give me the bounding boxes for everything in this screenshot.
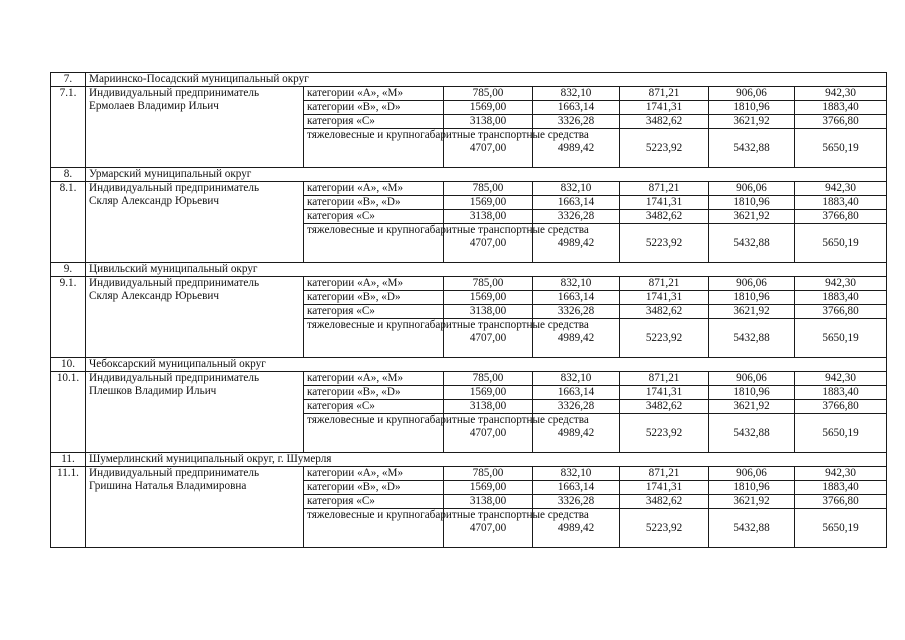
vehicle-category: категории «В», «D» <box>304 291 444 305</box>
price-value: 5650,19 <box>795 319 887 358</box>
price-value: 906,06 <box>709 277 795 291</box>
vehicle-category: категория «С» <box>304 305 444 319</box>
vehicle-category: категории «В», «D» <box>304 481 444 495</box>
price-value: 5223,92 <box>620 224 709 263</box>
tariff-row <box>51 467 887 481</box>
entrepreneur-name: Скляр Александр Юрьевич <box>89 194 219 207</box>
price-value: 1810,96 <box>709 101 795 115</box>
price-value: 4707,00 <box>444 129 533 168</box>
entrepreneur-cell <box>86 182 304 263</box>
district-name: Урмарский муниципальный округ <box>86 168 887 182</box>
price-value: 1883,40 <box>795 291 887 305</box>
entrepreneur-cell <box>86 277 304 358</box>
price-value: 942,30 <box>795 87 887 101</box>
price-value: 871,21 <box>620 182 709 196</box>
price-value: 1883,40 <box>795 481 887 495</box>
price-value: 5223,92 <box>620 414 709 453</box>
price-value: 1883,40 <box>795 386 887 400</box>
vehicle-category: категории «А», «М» <box>304 372 444 386</box>
district-number: 8. <box>51 168 86 182</box>
price-value: 1810,96 <box>709 196 795 210</box>
price-value: 3138,00 <box>444 115 533 129</box>
price-value: 3621,92 <box>709 210 795 224</box>
price-value: 3138,00 <box>444 495 533 509</box>
price-value: 3138,00 <box>444 400 533 414</box>
price-value: 1569,00 <box>444 291 533 305</box>
price-value: 4989,42 <box>533 414 620 453</box>
price-value: 5432,88 <box>709 129 795 168</box>
price-value: 5223,92 <box>620 319 709 358</box>
price-value: 1810,96 <box>709 291 795 305</box>
price-value: 3621,92 <box>709 495 795 509</box>
price-value: 5223,92 <box>620 129 709 168</box>
vehicle-category: категория «С» <box>304 115 444 129</box>
price-value: 1663,14 <box>533 291 620 305</box>
vehicle-category: тяжеловесные и крупногабаритные транспортные средства <box>304 129 444 168</box>
district-name: Цивильский муниципальный округ <box>86 263 887 277</box>
entrepreneur-type: Индивидуальный предприниматель <box>89 467 260 479</box>
district-number: 11. <box>51 453 86 467</box>
price-value: 3766,80 <box>795 115 887 129</box>
vehicle-category: категории «В», «D» <box>304 196 444 210</box>
entrepreneur-name: Ермолаев Владимир Ильич <box>89 99 219 112</box>
price-value: 1741,31 <box>620 101 709 115</box>
price-value: 1569,00 <box>444 196 533 210</box>
price-value: 3766,80 <box>795 495 887 509</box>
vehicle-category: категории «В», «D» <box>304 386 444 400</box>
price-value: 906,06 <box>709 467 795 481</box>
price-value: 942,30 <box>795 467 887 481</box>
vehicle-category: тяжеловесные и крупногабаритные транспортные средства <box>304 414 444 453</box>
price-value: 5650,19 <box>795 129 887 168</box>
price-value: 3482,62 <box>620 495 709 509</box>
vehicle-category: тяжеловесные и крупногабаритные транспортные средства <box>304 319 444 358</box>
entrepreneur-name: Скляр Александр Юрьевич <box>89 289 219 302</box>
district-number: 7. <box>51 73 86 87</box>
entrepreneur-type: Индивидуальный предприниматель <box>89 372 260 384</box>
price-value: 906,06 <box>709 372 795 386</box>
district-number: 9. <box>51 263 86 277</box>
price-value: 5432,88 <box>709 509 795 548</box>
price-value: 4989,42 <box>533 319 620 358</box>
price-value: 4989,42 <box>533 509 620 548</box>
tariff-row <box>51 87 887 101</box>
price-value: 1741,31 <box>620 386 709 400</box>
price-value: 3326,28 <box>533 495 620 509</box>
price-value: 3621,92 <box>709 400 795 414</box>
price-value: 785,00 <box>444 87 533 101</box>
tariff-row <box>51 372 887 386</box>
vehicle-category: категория «С» <box>304 400 444 414</box>
price-value: 4989,42 <box>533 224 620 263</box>
price-value: 942,30 <box>795 277 887 291</box>
price-value: 3766,80 <box>795 210 887 224</box>
entry-number: 9.1. <box>51 277 86 358</box>
price-value: 3482,62 <box>620 115 709 129</box>
price-value: 5432,88 <box>709 414 795 453</box>
price-value: 1741,31 <box>620 481 709 495</box>
price-value: 1741,31 <box>620 291 709 305</box>
price-value: 871,21 <box>620 372 709 386</box>
price-value: 1569,00 <box>444 386 533 400</box>
price-value: 785,00 <box>444 372 533 386</box>
district-row <box>51 263 887 277</box>
price-value: 1883,40 <box>795 196 887 210</box>
entrepreneur-name: Гришина Наталья Владимировна <box>89 479 247 492</box>
vehicle-category: категории «А», «М» <box>304 87 444 101</box>
entrepreneur-cell <box>86 87 304 168</box>
price-value: 5650,19 <box>795 414 887 453</box>
price-value: 3482,62 <box>620 210 709 224</box>
price-value: 906,06 <box>709 182 795 196</box>
vehicle-category: тяжеловесные и крупногабаритные транспортные средства <box>304 224 444 263</box>
price-value: 1663,14 <box>533 386 620 400</box>
price-value: 832,10 <box>533 372 620 386</box>
vehicle-category: категория «С» <box>304 210 444 224</box>
vehicle-category: категории «А», «М» <box>304 467 444 481</box>
price-value: 3326,28 <box>533 210 620 224</box>
district-name: Чебоксарский муниципальный округ <box>86 358 887 372</box>
price-value: 785,00 <box>444 467 533 481</box>
price-value: 3766,80 <box>795 305 887 319</box>
price-value: 1810,96 <box>709 386 795 400</box>
price-value: 832,10 <box>533 277 620 291</box>
price-value: 4707,00 <box>444 319 533 358</box>
entrepreneur-type: Индивидуальный предприниматель <box>89 182 260 194</box>
district-name: Шумерлинский муниципальный округ, г. Шумерля <box>86 453 887 467</box>
district-row <box>51 453 887 467</box>
price-value: 3621,92 <box>709 305 795 319</box>
district-number: 10. <box>51 358 86 372</box>
vehicle-category: категории «А», «М» <box>304 277 444 291</box>
price-value: 5650,19 <box>795 224 887 263</box>
price-value: 832,10 <box>533 182 620 196</box>
price-value: 832,10 <box>533 467 620 481</box>
district-name: Мариинско-Посадский муниципальный округ <box>86 73 887 87</box>
price-value: 4707,00 <box>444 509 533 548</box>
entrepreneur-cell <box>86 372 304 453</box>
price-value: 1663,14 <box>533 196 620 210</box>
price-value: 3621,92 <box>709 115 795 129</box>
price-value: 871,21 <box>620 467 709 481</box>
price-value: 1810,96 <box>709 481 795 495</box>
price-value: 3326,28 <box>533 305 620 319</box>
entry-number: 8.1. <box>51 182 86 263</box>
price-value: 785,00 <box>444 277 533 291</box>
price-value: 3138,00 <box>444 210 533 224</box>
price-value: 871,21 <box>620 87 709 101</box>
price-value: 5650,19 <box>795 509 887 548</box>
price-value: 3326,28 <box>533 400 620 414</box>
price-value: 1883,40 <box>795 101 887 115</box>
entry-number: 11.1. <box>51 467 86 548</box>
price-value: 1741,31 <box>620 196 709 210</box>
tariff-table <box>50 72 887 548</box>
entrepreneur-type: Индивидуальный предприниматель <box>89 87 260 99</box>
price-value: 871,21 <box>620 277 709 291</box>
price-value: 5432,88 <box>709 224 795 263</box>
price-value: 942,30 <box>795 182 887 196</box>
price-value: 832,10 <box>533 87 620 101</box>
vehicle-category: тяжеловесные и крупногабаритные транспортные средства <box>304 509 444 548</box>
tariff-table-body <box>51 73 887 548</box>
price-value: 4707,00 <box>444 224 533 263</box>
district-row <box>51 168 887 182</box>
district-row <box>51 73 887 87</box>
entrepreneur-cell <box>86 467 304 548</box>
price-value: 3766,80 <box>795 400 887 414</box>
entry-number: 10.1. <box>51 372 86 453</box>
vehicle-category: категории «А», «М» <box>304 182 444 196</box>
price-value: 1569,00 <box>444 101 533 115</box>
entrepreneur-type: Индивидуальный предприниматель <box>89 277 260 289</box>
price-value: 942,30 <box>795 372 887 386</box>
price-value: 1663,14 <box>533 481 620 495</box>
price-value: 1663,14 <box>533 101 620 115</box>
price-value: 4707,00 <box>444 414 533 453</box>
price-value: 3326,28 <box>533 115 620 129</box>
tariff-row <box>51 182 887 196</box>
price-value: 906,06 <box>709 87 795 101</box>
vehicle-category: категории «В», «D» <box>304 101 444 115</box>
entrepreneur-name: Плешков Владимир Ильич <box>89 384 217 397</box>
price-value: 5432,88 <box>709 319 795 358</box>
price-value: 3482,62 <box>620 305 709 319</box>
entry-number: 7.1. <box>51 87 86 168</box>
price-value: 5223,92 <box>620 509 709 548</box>
vehicle-category: категория «С» <box>304 495 444 509</box>
price-value: 1569,00 <box>444 481 533 495</box>
tariff-row <box>51 277 887 291</box>
district-row <box>51 358 887 372</box>
price-value: 4989,42 <box>533 129 620 168</box>
price-value: 785,00 <box>444 182 533 196</box>
price-value: 3482,62 <box>620 400 709 414</box>
price-value: 3138,00 <box>444 305 533 319</box>
